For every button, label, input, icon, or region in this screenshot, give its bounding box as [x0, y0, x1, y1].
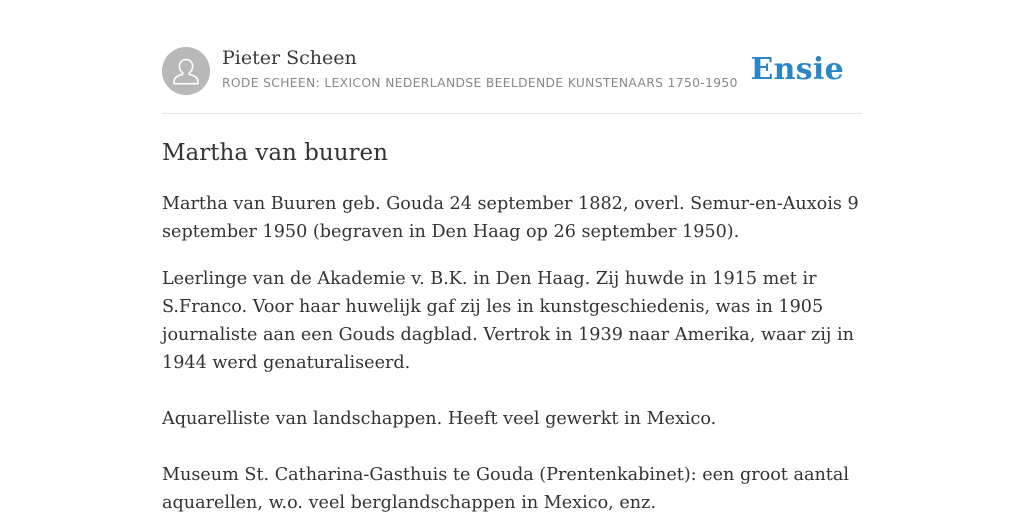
text-line: Leerlinge van de Akademie v. B.K. in Den Haag. Zij huwde in 1915 met ir [162, 269, 817, 289]
ensie-logo[interactable]: Ensie [750, 52, 844, 87]
entry-body [162, 190, 862, 512]
author-name[interactable]: Pieter Scheen [222, 47, 357, 69]
user-avatar-icon[interactable] [162, 47, 210, 95]
text-line: 1944 werd genaturaliseerd. [162, 353, 411, 373]
source-title[interactable]: RODE SCHEEN: LEXICON NEDERLANDSE BEELDENDE KUNSTENAARS 1750-1950 [222, 76, 738, 90]
entry-title: Martha van buuren [162, 140, 388, 166]
text-line: S.Franco. Voor haar huwelijk gaf zij les in kunstgeschiedenis, was in 1905 [162, 297, 824, 317]
text-line: september 1950 (begraven in Den Haag op 26 september 1950). [162, 222, 740, 242]
header-divider [162, 113, 862, 114]
text-line: Aquarelliste van landschappen. Heeft veel gewerkt in Mexico. [162, 409, 717, 429]
text-line: Martha van Buuren geb. Gouda 24 september 1882, overl. Semur-en-Auxois 9 [162, 194, 859, 214]
paragraph-education [162, 265, 862, 512]
text-line: Museum St. Catharina-Gasthuis te Gouda (Prentenkabinet): een groot aantal [162, 465, 849, 485]
text-line: journaliste aan een Gouds dagblad. Vertrok in 1939 naar Amerika, waar zij in [162, 325, 854, 345]
text-line: aquarellen, w.o. veel berglandschappen in Mexico, enz. [162, 493, 656, 512]
entry-header [162, 46, 862, 96]
paragraph-biography [162, 190, 862, 246]
